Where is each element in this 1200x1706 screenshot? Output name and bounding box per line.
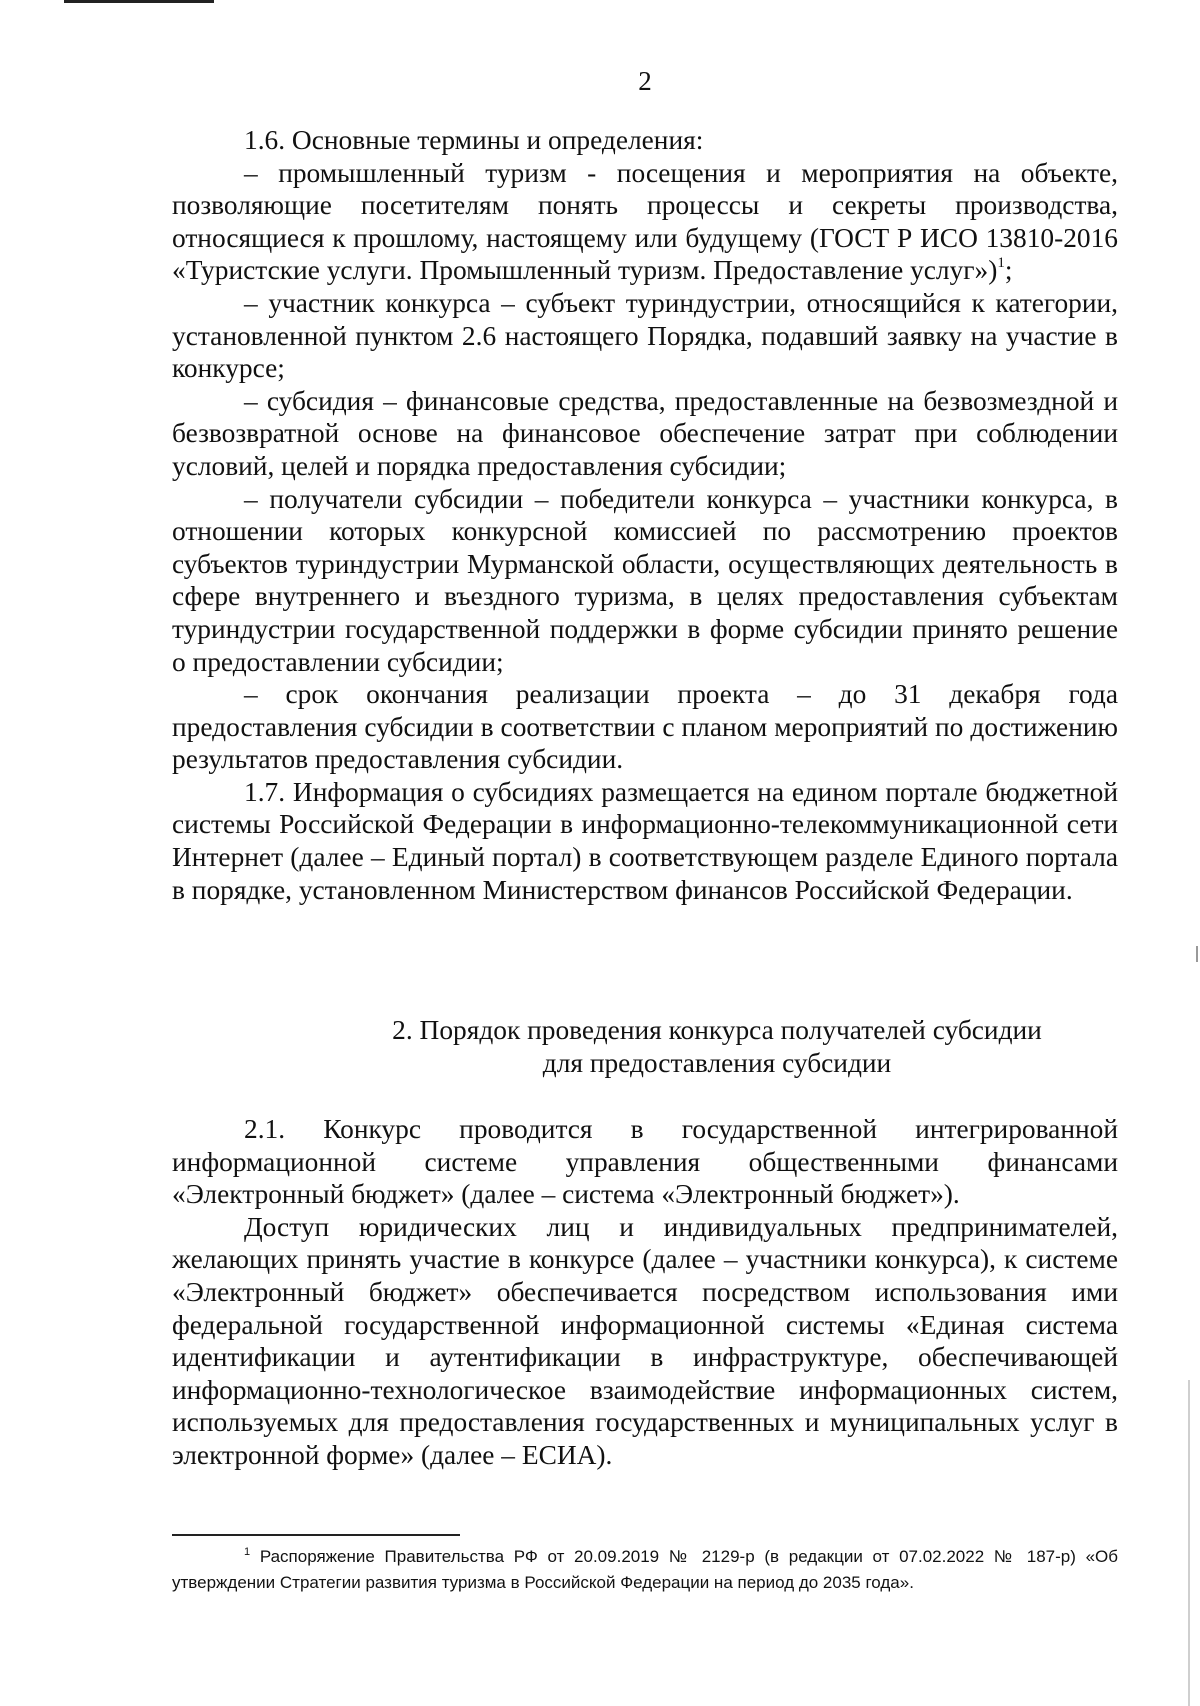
footnote-reference: 1: [997, 255, 1005, 272]
paragraph-1-7: 1.7. Информация о субсидиях размещается на едином портале бюджетной системы Российской Федерации в информационно-телекоммуникационной сети Интернет (далее – Единый портал) в соответствующем разделе Единого портала в порядке, установленном Министерством финансов Российской Федерации.: [172, 776, 1118, 905]
section-2-body: [172, 1113, 1118, 1472]
definition-subsidy-recipients: – получатели субсидии – победители конкурса – участники конкурса, в отношении которых конкурсной комиссией по рассмотрению проектов субъектов туриндустрии Мурманской области, осуществляющих деятельность в сфере внутреннего и въездного туризма, в целях предоставления субъектам туриндустрии государственной поддержки в форме субсидии принято решение о предоставлении субсидии;: [172, 483, 1118, 677]
section-2-heading: [172, 1014, 1200, 1079]
footnote-separator: [172, 1534, 460, 1536]
definition-industrial-tourism: [172, 157, 1118, 287]
definition-project-deadline: – срок окончания реализации проекта – до 31 декабря года предоставления субсидии в соответствии с планом мероприятий по достижению результатов предоставления субсидии.: [172, 679, 1118, 775]
top-scan-rule: [64, 0, 214, 3]
scan-edge-shadow: [1188, 0, 1190, 1706]
paragraph-2-1: 2.1. Конкурс проводится в государственной интегрированной информационной системе управления общественными финансами «Электронный бюджет» (далее – система «Электронный бюджет»).: [172, 1114, 1118, 1210]
section-1-body: [172, 124, 1118, 906]
definition-contest-participant: – участник конкурса – субъект туриндустрии, относящийся к категории, установленной пунктом 2.6 настоящего Порядка, подавший заявку на участие в конкурсе;: [172, 287, 1118, 384]
definition-subsidy: – субсидия – финансовые средства, предоставленные на безвозмездной и безвозвратной основе на финансовое обеспечение затрат при соблюдении условий, целей и порядка предоставления субсидии;: [172, 385, 1118, 481]
paragraph-access-esia: Доступ юридических лиц и индивидуальных предпринимателей, желающих принять участие в конкурсе (далее – участники конкурса), к системе «Электронный бюджет» обеспечивается посредством использования ими федеральной государственной информационной системы «Единая система идентификации и аутентификации в инфраструктуре, обеспечивающей информационно-технологическое взаимодействие информационных систем, используемых для предоставления государственных и муниципальных услуг в электронной форме» (далее – ЕСИА).: [172, 1211, 1118, 1470]
definition-industrial-tourism-end: ;: [1004, 255, 1013, 286]
definition-industrial-tourism-text: – промышленный туризм - посещения и мероприятия на объекте, позволяющие посетителям понять процессы и секреты производства, относящиеся к прошлому, настоящему или будущему (ГОСТ Р ИСО 13810-2016 «Туристские услуги. Промышленный туризм. Предоставление услуг»): [172, 157, 1118, 286]
section-2-heading-line-1: 2. Порядок проведения конкурса получателей субсидии: [392, 1015, 1042, 1045]
section-2-heading-line-2: для предоставления субсидии: [542, 1047, 892, 1078]
footnote-marker: 1: [244, 1546, 251, 1558]
scan-edge-mark: [1196, 946, 1198, 962]
footnote: [172, 1544, 1118, 1596]
page-number: 2: [638, 66, 652, 96]
footnote-text: Распоряжение Правительства РФ от 20.09.2019 № 2129-р (в редакции от 07.02.2022 № 187-р) «Об утверждении Стратегии развития туризма в Российской Федерации на период до 2035 года».: [172, 1547, 1118, 1592]
paragraph-1-6: 1.6. Основные термины и определения:: [244, 125, 704, 155]
